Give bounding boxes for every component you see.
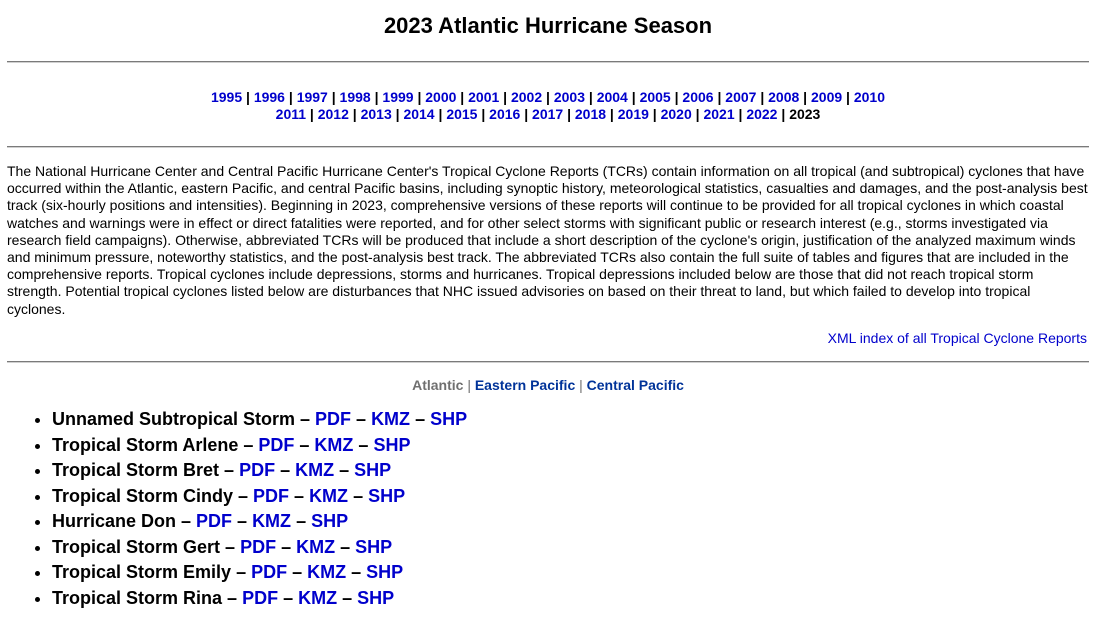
year-separator: | — [542, 89, 554, 105]
year-separator: | — [799, 89, 811, 105]
year-link-2016[interactable]: 2016 — [489, 106, 521, 122]
divider — [7, 361, 1089, 363]
year-link-2001[interactable]: 2001 — [468, 89, 500, 105]
year-link-2006[interactable]: 2006 — [682, 89, 714, 105]
pdf-link[interactable]: PDF — [258, 434, 295, 455]
dash-separator: – — [238, 434, 259, 455]
year-link-2003[interactable]: 2003 — [553, 89, 585, 105]
pdf-link[interactable]: PDF — [239, 460, 276, 480]
year-link-1998[interactable]: 1998 — [339, 89, 371, 105]
storm-name: Tropical Storm Gert — [52, 536, 221, 557]
year-link-2022[interactable]: 2022 — [746, 106, 778, 122]
year-link-2004[interactable]: 2004 — [596, 89, 628, 105]
pdf-link[interactable]: PDF — [242, 587, 279, 608]
storm-item — [52, 535, 467, 561]
kmz-link[interactable]: KMZ — [371, 409, 411, 429]
kmz-link[interactable]: KMZ — [314, 434, 354, 455]
dash-separator: – — [222, 587, 243, 608]
storm-name: Unnamed Subtropical Storm — [52, 409, 296, 429]
basin-nav — [7, 377, 1089, 393]
year-link-2021[interactable]: 2021 — [703, 106, 735, 122]
year-link-2009[interactable]: 2009 — [811, 89, 843, 105]
year-link-2005[interactable]: 2005 — [639, 89, 671, 105]
kmz-link[interactable]: KMZ — [298, 587, 338, 608]
storm-name: Tropical Storm Rina — [52, 587, 223, 608]
kmz-link[interactable]: KMZ — [295, 460, 335, 480]
storm-name: Tropical Storm Emily — [52, 562, 232, 582]
pdf-link[interactable]: PDF — [196, 511, 233, 531]
pdf-link[interactable]: PDF — [251, 562, 288, 582]
dash-separator: – — [289, 485, 310, 506]
dash-separator: – — [353, 434, 374, 455]
kmz-link[interactable]: KMZ — [309, 485, 349, 506]
dash-separator: – — [275, 460, 296, 480]
year-nav-row-1 — [7, 89, 1089, 106]
year-link-2018[interactable]: 2018 — [574, 106, 607, 122]
xml-index-link[interactable]: XML index of all Tropical Cyclone Reports — [827, 330, 1087, 346]
dash-separator: – — [233, 485, 254, 506]
year-link-1996[interactable]: 1996 — [253, 89, 285, 105]
year-separator: | — [585, 89, 597, 105]
year-link-2008[interactable]: 2008 — [768, 89, 800, 105]
pdf-link[interactable]: PDF — [240, 536, 277, 557]
year-separator: | — [456, 89, 469, 105]
storm-item — [52, 509, 467, 535]
year-separator: | — [563, 106, 575, 122]
year-separator: | — [434, 106, 447, 122]
year-separator: | — [413, 89, 426, 105]
shp-link[interactable]: SHP — [357, 587, 395, 608]
storm-list — [7, 407, 467, 611]
year-link-2000[interactable]: 2000 — [425, 89, 457, 105]
current-year: 2023 — [789, 106, 821, 122]
year-separator: | — [842, 89, 854, 105]
dash-separator: – — [410, 409, 431, 429]
storm-item — [52, 407, 467, 433]
year-link-2013[interactable]: 2013 — [360, 106, 392, 122]
year-link-2007[interactable]: 2007 — [725, 89, 757, 105]
dash-separator: – — [220, 536, 241, 557]
year-separator: | — [391, 106, 404, 122]
year-link-2010[interactable]: 2010 — [853, 89, 886, 105]
year-separator: | — [777, 106, 790, 122]
storm-name: Tropical Storm Bret — [52, 460, 220, 480]
year-separator: | — [691, 106, 704, 122]
kmz-link[interactable]: KMZ — [307, 562, 347, 582]
shp-link[interactable]: SHP — [430, 409, 468, 429]
storm-item — [52, 586, 467, 612]
storm-item — [52, 458, 467, 484]
dash-separator: – — [291, 511, 312, 531]
dash-separator: – — [294, 434, 315, 455]
year-separator: | — [306, 106, 318, 122]
year-separator: | — [648, 106, 661, 122]
year-separator: | — [348, 106, 361, 122]
year-link-2015[interactable]: 2015 — [446, 106, 478, 122]
year-link-1995[interactable]: 1995 — [210, 89, 243, 105]
dash-separator: – — [176, 511, 197, 531]
year-separator: | — [327, 89, 340, 105]
year-link-2002[interactable]: 2002 — [510, 89, 543, 105]
kmz-link[interactable]: KMZ — [252, 511, 292, 531]
basin-atlantic: Atlantic — [412, 377, 464, 393]
pdf-link[interactable]: PDF — [315, 409, 352, 429]
divider — [7, 146, 1089, 148]
dash-separator: – — [287, 562, 308, 582]
year-separator: | — [284, 89, 297, 105]
storm-item — [52, 484, 467, 510]
page-title: 2023 Atlantic Hurricane Season — [383, 13, 713, 38]
year-separator: | — [756, 89, 769, 105]
basin-separator: | — [467, 377, 471, 393]
intro-paragraph: The National Hurricane Center and Central Pacific Hurricane Center's Tropical Cyclone Reports (TCRs) contain information on all tropical (and subtropical) cyclones that have occurred within the Atlantic, eastern Pacific, and central Pacific basins, including synoptic history, meteorological statistics, casualties and damages, and the post-analysis best track (six-hourly positions and intensities). Beginning in 2023, comprehensive versions of these reports will continue to be provided for all tropical cyclones in which coastal watches and warnings were in effect or direct fatalities were reported, and for other select storms with significant public or research interest (e.g., storms investigated via research field campaigns). Otherwise, abbreviated TCRs will be produced that include a short description of the cyclone's origin, justification of the analyzed maximum winds and minimum pressure, noteworthy statistics, and the post-analysis best track. The abbreviated TCRs also contain the full suite of tables and figures that are included in the comprehensive reports. Tropical cyclones include depressions, storms and hurricanes. Tropical depressions included below are those that did not reach tropical storm strength. Potential tropical cyclones listed below are disturbances that NHC issued advisories on based on their threat to land, but which failed to develop into tropical cyclones. — [7, 163, 1088, 317]
shp-link[interactable]: SHP — [373, 434, 411, 455]
year-link-1997[interactable]: 1997 — [296, 89, 328, 105]
shp-link[interactable]: SHP — [354, 460, 392, 480]
dash-separator: – — [337, 587, 358, 608]
basin-separator: | — [579, 377, 583, 393]
year-nav-row-2 — [7, 106, 1089, 123]
year-link-2014[interactable]: 2014 — [403, 106, 435, 122]
shp-link[interactable]: SHP — [311, 511, 349, 531]
year-link-2020[interactable]: 2020 — [660, 106, 692, 122]
year-separator: | — [499, 89, 511, 105]
shp-link[interactable]: SHP — [355, 536, 393, 557]
storm-name: Hurricane Don — [52, 511, 177, 531]
storm-name: Tropical Storm Arlene — [52, 434, 239, 455]
dash-separator: – — [278, 587, 299, 608]
kmz-link[interactable]: KMZ — [296, 536, 336, 557]
year-link-2017[interactable]: 2017 — [532, 106, 564, 122]
year-separator: | — [520, 106, 533, 122]
dash-separator: – — [334, 460, 355, 480]
year-separator: | — [627, 89, 640, 105]
year-separator: | — [606, 106, 618, 122]
dash-separator: – — [295, 409, 316, 429]
year-link-2019[interactable]: 2019 — [617, 106, 649, 122]
year-link-1999[interactable]: 1999 — [382, 89, 414, 105]
dash-separator: – — [351, 409, 372, 429]
shp-link[interactable]: SHP — [368, 485, 406, 506]
storm-item — [52, 433, 467, 459]
year-separator: | — [477, 106, 490, 122]
dash-separator: – — [335, 536, 356, 557]
year-link-2012[interactable]: 2012 — [317, 106, 349, 122]
year-separator: | — [242, 89, 254, 105]
dash-separator: – — [276, 536, 297, 557]
year-separator: | — [370, 89, 383, 105]
year-separator: | — [734, 106, 747, 122]
basin-central-pacific-link[interactable]: Central Pacific — [586, 377, 684, 393]
dash-separator: – — [346, 562, 367, 582]
year-separator: | — [713, 89, 726, 105]
shp-link[interactable]: SHP — [366, 562, 404, 582]
divider — [7, 61, 1089, 63]
basin-eastern-pacific-link[interactable]: Eastern Pacific — [474, 377, 576, 393]
dash-separator: – — [348, 485, 369, 506]
dash-separator: – — [219, 460, 240, 480]
dash-separator: – — [232, 511, 253, 531]
year-link-2011[interactable]: 2011 — [275, 106, 307, 122]
storm-name: Tropical Storm Cindy — [52, 485, 234, 506]
dash-separator: – — [231, 562, 252, 582]
year-separator: | — [670, 89, 683, 105]
storm-item — [52, 560, 467, 586]
pdf-link[interactable]: PDF — [253, 485, 290, 506]
